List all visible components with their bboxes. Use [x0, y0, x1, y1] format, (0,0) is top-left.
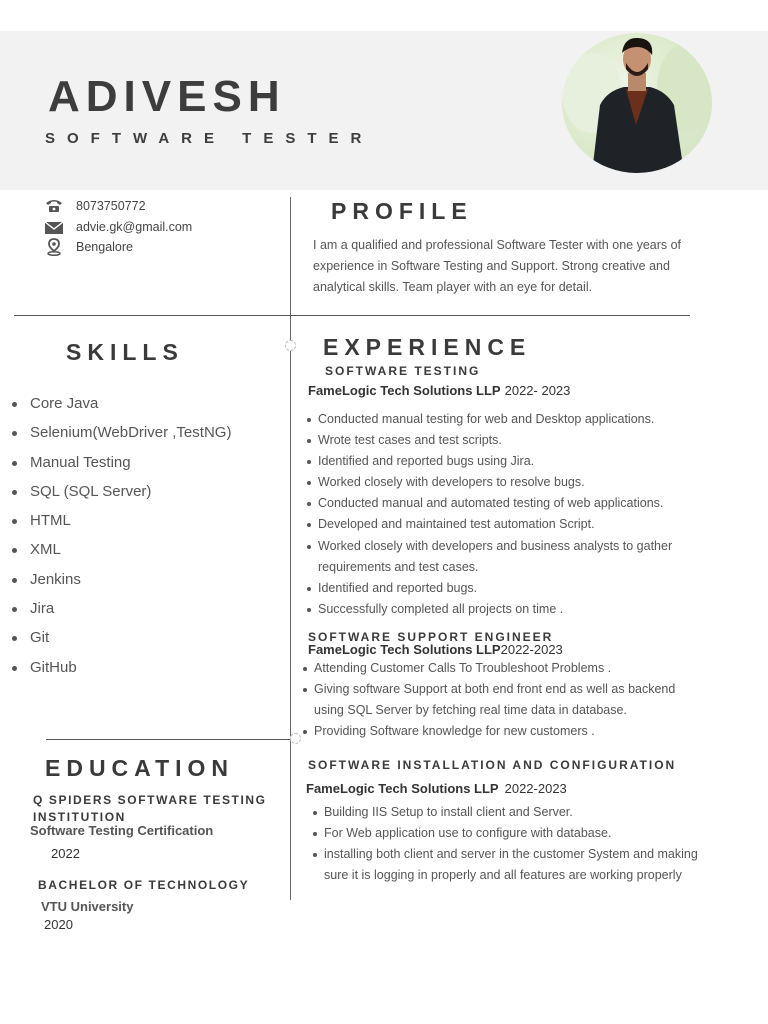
- profile-text: I am a qualified and professional Software Tester with one years of experience in Software Testing and Support. Strong creative and analytical skills. Team player with an eye for detail.: [313, 238, 682, 294]
- job-duties: [312, 802, 702, 886]
- contact-location: [44, 238, 133, 256]
- job-company-line: [308, 383, 570, 398]
- profile-photo: [562, 33, 712, 173]
- education-divider: [46, 739, 296, 740]
- phone-number: 8073750772: [76, 199, 146, 213]
- company-name: FameLogic Tech Solutions LLP: [308, 383, 501, 398]
- skill-item: Core Java: [10, 395, 231, 424]
- education-year: 2020: [44, 917, 73, 932]
- education-university: VTU University: [41, 899, 134, 914]
- job-title: SOFTWARE INSTALLATION AND CONFIGURATION: [308, 758, 677, 772]
- education-year: 2022: [51, 846, 80, 861]
- column-divider: [290, 197, 291, 900]
- job-duties: [302, 658, 697, 742]
- duty-item: Conducted manual testing for web and Desktop applications.: [306, 409, 696, 430]
- skill-item: Manual Testing: [10, 454, 231, 483]
- duty-item: Conducted manual and automated testing of web applications.: [306, 493, 696, 514]
- duty-item: Worked closely with developers to resolve bugs.: [306, 472, 696, 493]
- skill-item: Git: [10, 629, 231, 658]
- job-years: 2022- 2023: [504, 383, 571, 398]
- location-pin-icon: [44, 238, 64, 256]
- job-title: SOFTWARE TESTING: [325, 364, 481, 378]
- skill-item: SQL (SQL Server): [10, 483, 231, 512]
- skill-item: GitHub: [10, 659, 231, 688]
- profile-title: PROFILE: [331, 198, 473, 224]
- job-company-line: [306, 781, 567, 796]
- candidate-role: SOFTWARE TESTER: [45, 130, 374, 147]
- company-name: FameLogic Tech Solutions LLP: [306, 781, 499, 796]
- skill-item: Jenkins: [10, 571, 231, 600]
- location-text: Bengalore: [76, 240, 133, 254]
- contact-phone: [44, 197, 146, 215]
- job-years: 2022-2023: [500, 642, 563, 657]
- email-address: advie.gk@gmail.com: [76, 220, 193, 234]
- skills-list: [10, 395, 231, 688]
- duty-item: For Web application use to configure with database.: [312, 823, 702, 844]
- mail-icon: [44, 218, 64, 236]
- duty-item: Attending Customer Calls To Troubleshoot Problems .: [302, 658, 697, 679]
- profile-divider: [14, 315, 690, 316]
- person-silhouette: [562, 33, 712, 173]
- duty-item: Developed and maintained test automation Script.: [306, 514, 696, 535]
- job-years: 2022-2023: [504, 781, 567, 796]
- job-duties: [306, 409, 696, 620]
- experience-title: EXPERIENCE: [323, 334, 532, 360]
- contact-email: [44, 218, 192, 236]
- job-title: SOFTWARE SUPPORT ENGINEER: [308, 630, 554, 644]
- duty-item: Wrote test cases and test scripts.: [306, 430, 696, 451]
- duty-item: installing both client and server in the customer System and making sure it is logging in properly and all features are working properly: [312, 844, 702, 886]
- skill-item: HTML: [10, 512, 231, 541]
- job-company-line: [308, 642, 563, 657]
- skills-title: SKILLS: [66, 339, 184, 365]
- company-name: FameLogic Tech Solutions LLP: [308, 642, 501, 657]
- phone-icon: [44, 197, 64, 215]
- timeline-node: [290, 733, 301, 744]
- candidate-name: ADIVESH: [48, 72, 286, 121]
- duty-item: Giving software Support at both end front end as well as backend using SQL Server by fetching real time data in database.: [302, 679, 697, 721]
- duty-item: Providing Software knowledge for new customers .: [302, 721, 697, 742]
- education-institution: Q SPIDERS SOFTWARE TESTING INSTITUTION: [33, 793, 267, 824]
- duty-item: Identified and reported bugs.: [306, 578, 696, 599]
- skill-item: Jira: [10, 600, 231, 629]
- timeline-node: [285, 340, 296, 351]
- duty-item: Building IIS Setup to install client and Server.: [312, 802, 702, 823]
- education-title: EDUCATION: [45, 755, 235, 781]
- duty-item: Worked closely with developers and business analysts to gather requirements and test cases.: [306, 536, 696, 578]
- skill-item: Selenium(WebDriver ,TestNG): [10, 424, 231, 453]
- education-program: Software Testing Certification: [30, 823, 214, 838]
- duty-item: Identified and reported bugs using Jira.: [306, 451, 696, 472]
- skill-item: XML: [10, 541, 231, 570]
- duty-item: Successfully completed all projects on time .: [306, 599, 696, 620]
- education-degree: BACHELOR OF TECHNOLOGY: [38, 878, 250, 892]
